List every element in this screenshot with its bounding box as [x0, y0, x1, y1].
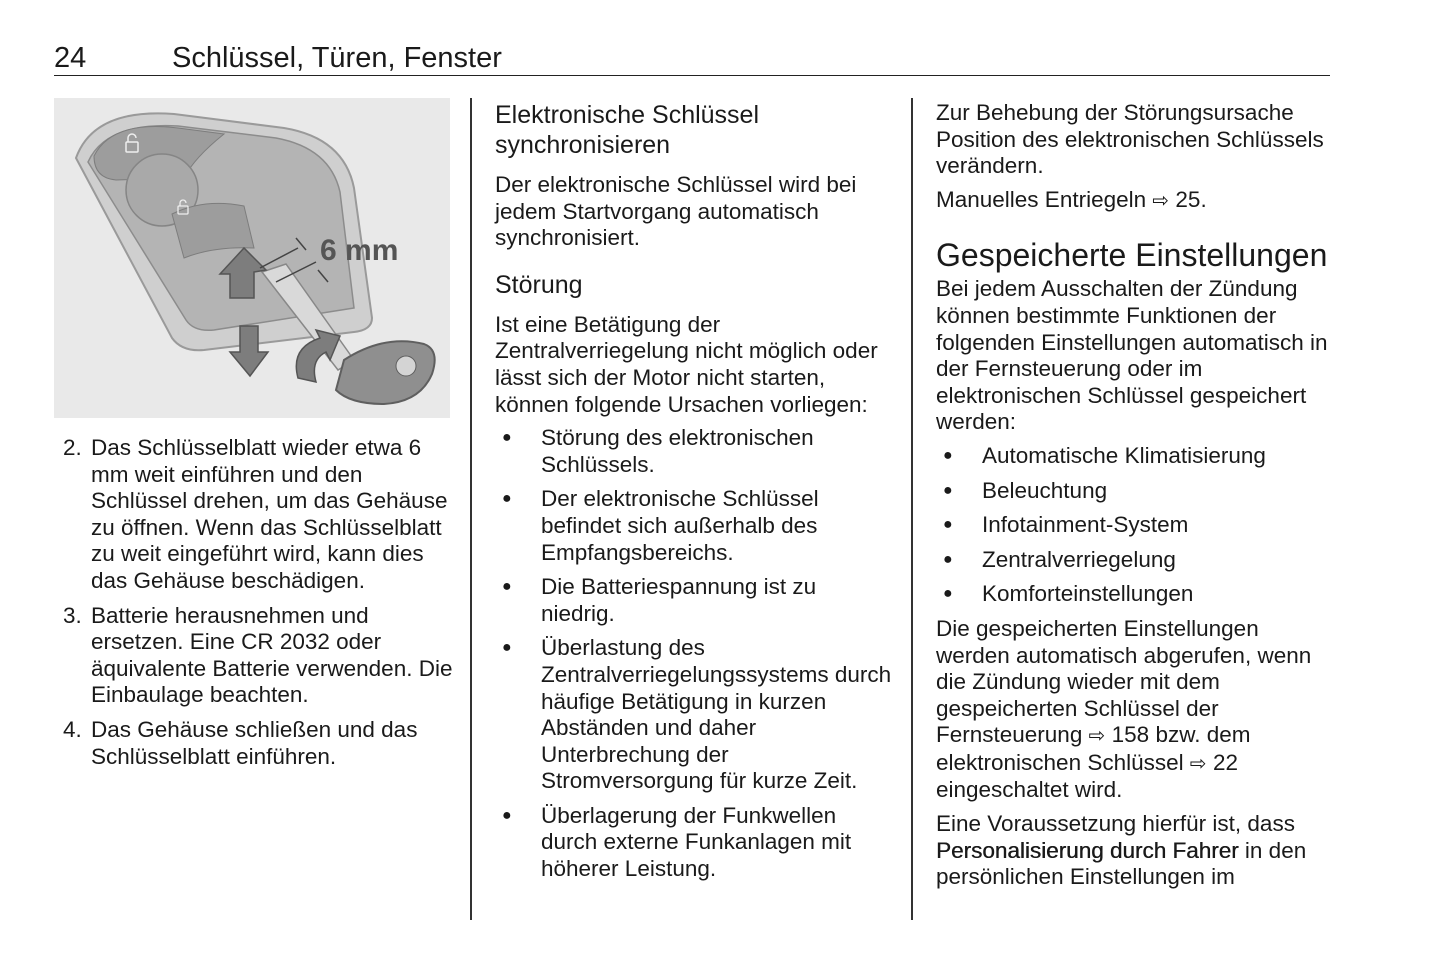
settings-intro: Bei jedem Ausschalten der Zündung können bestimmte Funktionen der folgenden Einstellungen automatisch in der Fernsteuerung oder im elektronischen Schlüssel gespeichert werden:: [936, 276, 1328, 435]
page-reference[interactable]: 22: [1212, 749, 1238, 775]
list-item: ● Störung des elektronischen Schlüssels.: [495, 425, 895, 478]
fix-paragraph: Zur Behebung der Störungsursache Position des elektronischen Schlüssels verändern.: [936, 100, 1324, 179]
column-divider-1: [470, 98, 472, 920]
list-item: 4. Das Gehäuse schließen und das Schlüsselblatt einführen.: [63, 716, 418, 769]
column-divider-2: [911, 98, 913, 920]
list-item: ● Der elektronische Schlüssel befindet sich außerhalb des Empfangsbereichs.: [495, 486, 895, 566]
dimension-label: 6 mm: [320, 234, 399, 267]
page-number: 24: [54, 42, 87, 74]
list-item: 3. Batterie herausnehmen und ersetzen. Eine CR 2032 oder äquivalente Batterie verwenden. Die Einbaulage beachten.: [63, 602, 453, 708]
fault-intro: Ist eine Betätigung der Zentralverriegelung nicht möglich oder lässt sich der Motor nicht starten, können folgende Ursachen vorliegen:: [495, 311, 878, 417]
page-reference[interactable]: 158: [1111, 722, 1150, 748]
fault-list: [495, 425, 895, 883]
header-rule: [54, 75, 1330, 76]
list-item: ● Automatische Klimatisierung: [936, 443, 1332, 470]
list-item: ● Überlastung des Zentralverriegelungssystems durch häufige Betätigung in kurzen Abständen und daher Unterbrechung der Stromversorgung für kurze Zeit.: [495, 635, 895, 795]
cross-reference-icon: ⇨: [1152, 189, 1170, 212]
recall-paragraph: Die gespeicherten Einstellungen werden automatisch abgerufen, wenn die Zündung wieder mit dem gespeicherten Schlüssel der Fernsteuerung ⇨ 158 bzw. dem elektronischen Schlüssel ⇨ 22 eingeschaltet wird.: [936, 615, 1312, 803]
manual-unlock-paragraph: Manuelles Entriegeln ⇨ 25.: [936, 186, 1207, 212]
chapter-title: Schlüssel, Türen, Fenster: [172, 42, 502, 74]
key-battery-figure: [54, 98, 450, 418]
cross-reference-icon: ⇨: [1088, 725, 1106, 748]
subsection-heading: Störung: [495, 270, 583, 299]
list-item: ● Infotainment-System: [936, 512, 1332, 539]
condition-paragraph: Eine Voraussetzung hierfür ist, dass Personalisierung durch Fahrer in den persönlichen Einstellungen im: [936, 811, 1307, 890]
list-item: ● Komforteinstellungen: [936, 581, 1332, 608]
middle-column: [495, 100, 895, 891]
setting-name: Personalisierung durch Fahrer: [936, 837, 1239, 863]
page-header: [54, 40, 1330, 76]
sync-paragraph: Der elektronische Schlüssel wird bei jedem Startvorgang automatisch synchronisiert.: [495, 172, 857, 251]
section-title: Gespeicherte Einstellungen: [936, 237, 1328, 274]
list-item: ● Die Batteriespannung ist zu niedrig.: [495, 574, 895, 627]
list-item: ● Zentralverriegelung: [936, 547, 1332, 574]
cross-reference-icon: ⇨: [1189, 752, 1207, 775]
step-list: [54, 435, 454, 770]
left-column: [54, 435, 454, 778]
section-heading: Elektronische Schlüssel synchronisieren: [495, 101, 760, 159]
list-item: 2. Das Schlüsselblatt wieder etwa 6 mm weit einführen und den Schlüssel drehen, um das Gehäuse zu öffnen. Wenn das Schlüsselblatt zu weit eingeführt wird, kann dies das Gehäuse beschädigen.: [63, 435, 448, 593]
list-item: ● Beleuchtung: [936, 478, 1332, 505]
right-column: [936, 100, 1332, 898]
key-illustration: [54, 98, 450, 418]
page-reference[interactable]: 25.: [1175, 186, 1207, 212]
settings-list: [936, 443, 1332, 608]
list-item: ● Überlagerung der Funkwellen durch externe Funkanlagen mit höherer Leistung.: [495, 803, 895, 883]
